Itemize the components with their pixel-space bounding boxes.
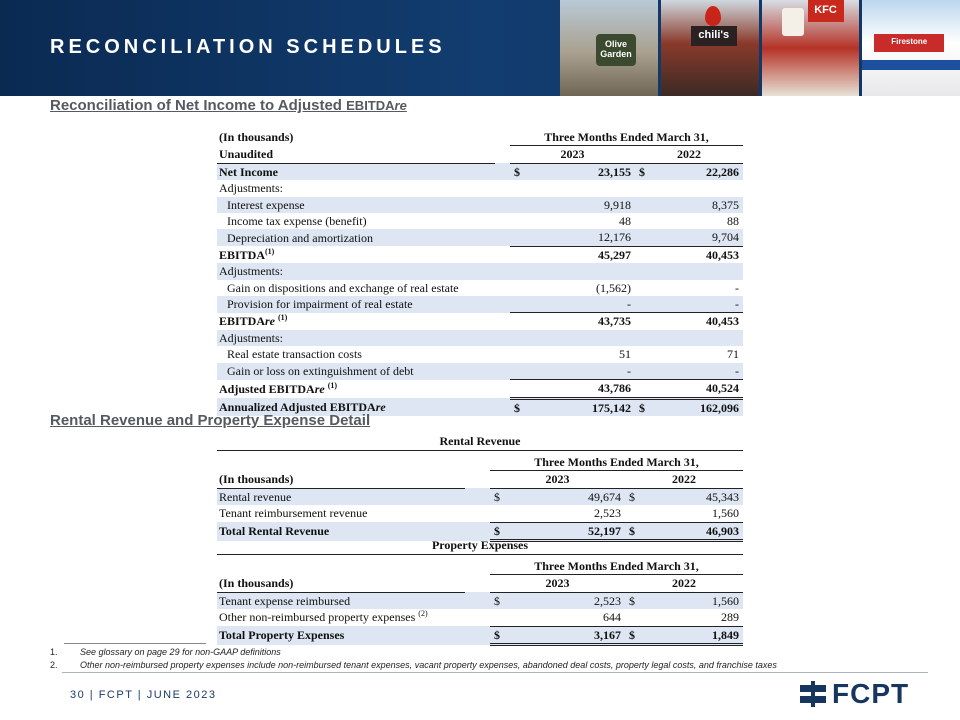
section-title-ebitda [50, 97, 407, 114]
table-header-row [217, 575, 743, 592]
section-title-rental: Rental Revenue and Property Expense Detail [50, 412, 371, 429]
ebitda-reconciliation-table [217, 129, 743, 416]
col-label-in-thousands: (In thousands) [217, 471, 465, 488]
olive-garden-sign: Olive Garden [596, 34, 636, 66]
storefront-stripe [862, 60, 960, 70]
year-2023: 2023 [510, 146, 635, 163]
kfc-sign: KFC [808, 0, 844, 22]
year-2023: 2023 [490, 471, 625, 488]
period-header: Three Months Ended March 31, [534, 559, 699, 573]
footer-divider [62, 672, 928, 673]
table-row: Provision for impairment of real estate - - [217, 296, 743, 313]
table-row: Adjustments: [217, 330, 743, 346]
year-2022: 2022 [625, 575, 743, 592]
table-row: Depreciation and amortization 12,176 9,704 [217, 229, 743, 246]
col-label-in-thousands: (In thousands) [217, 575, 465, 592]
table-row-ebitda: EBITDA$^{(1)}$ 45,297 40,453 [219, 246, 739, 262]
property-expenses-subtitle: Property Expenses [217, 538, 743, 555]
period-header: Three Months Ended March 31, [544, 130, 709, 144]
section-title-ebit: EBITDA [346, 98, 395, 113]
period-header: Three Months Ended March 31, [534, 455, 699, 469]
table-row-ebitdare: EBITDAre $^{(1)}$ 43,735 40,453 [219, 313, 739, 329]
rental-revenue-table [217, 454, 743, 542]
table-row-total: Total Property Expenses $ 3,167 $ 1,849 [217, 626, 743, 644]
footer-page-label: 30 | FCPT | JUNE 2023 [70, 689, 217, 701]
olive-garden-photo [560, 0, 658, 96]
restaurant-photos [560, 0, 960, 96]
page-title: RECONCILIATION SCHEDULES [50, 36, 446, 58]
table-row: Interest expense 9,918 8,375 [217, 197, 743, 213]
table-header-row [217, 471, 743, 488]
chilis-photo [661, 0, 759, 96]
section-title-prefix: Reconciliation of Net Income to Adjusted [50, 97, 347, 114]
table-row: Tenant reimbursement revenue 2,523 1,560 [217, 505, 743, 522]
table-row: Other non-reimbursed property expenses $^{(2)}$ 644 289 [217, 609, 743, 626]
col-label-unaudited: Unaudited [217, 146, 495, 163]
year-2022: 2022 [635, 146, 743, 163]
fcpt-logo-icon [800, 681, 826, 707]
page-header [0, 0, 960, 96]
table-header-row [217, 454, 743, 471]
section-title-re: re [394, 98, 407, 113]
rental-revenue-subtitle: Rental Revenue [217, 434, 743, 451]
colonel-logo-icon [782, 8, 804, 36]
table-row: Net Income $ 23,155 $ 22,286 [217, 163, 743, 180]
footnote-divider [64, 643, 206, 644]
table-row-total: Total Rental Revenue $ 52,197 $ 46,903 [217, 522, 743, 540]
table-header-row [217, 558, 743, 575]
table-row: Tenant expense reimbursed $ 2,523 $ 1,560 [217, 592, 743, 609]
footnote-2: 2. Other non-reimbursed property expenses include non-reimbursed tenant expenses, vacant property expenses, abandoned deal costs, property legal costs, and franchise taxes [50, 660, 777, 670]
table-row-adjusted-ebitdare: Adjusted EBITDAre $^{(1)}$ 43,786 40,524 [217, 380, 743, 398]
year-2022: 2022 [625, 471, 743, 488]
year-2023: 2023 [490, 575, 625, 592]
table-row: Adjustments: [217, 263, 743, 279]
col-label-in-thousands: (In thousands) [219, 130, 294, 145]
table-row: Gain on dispositions and exchange of real estate (1,562) - [227, 280, 739, 295]
table-header-row [217, 146, 743, 163]
footnote-1: 1. See glossary on page 29 for non-GAAP definitions [50, 647, 281, 657]
table-row: Adjustments: [219, 181, 284, 196]
table-row: Gain or loss on extinguishment of debt - - [217, 363, 743, 380]
firestone-sign: Firestone [874, 34, 944, 52]
chilis-sign: chili's [691, 26, 737, 46]
table-row-annualized: Annualized Adjusted EBITDAre $ 175,142 $ 162,096 [217, 398, 743, 416]
fcpt-logo-text: FCPT [832, 678, 910, 709]
table-row: Real estate transaction costs 51 71 [227, 347, 739, 362]
fcpt-logo [800, 678, 909, 710]
footnotes [50, 646, 777, 672]
table-header-row [217, 129, 743, 146]
chili-pepper-icon [705, 6, 721, 26]
firestone-photo [862, 0, 960, 96]
table-row: Income tax expense (benefit) 48 88 [227, 214, 739, 229]
table-row: Rental revenue $ 49,674 $ 45,343 [217, 488, 743, 505]
property-expenses-table [217, 558, 743, 646]
kfc-photo [762, 0, 860, 96]
